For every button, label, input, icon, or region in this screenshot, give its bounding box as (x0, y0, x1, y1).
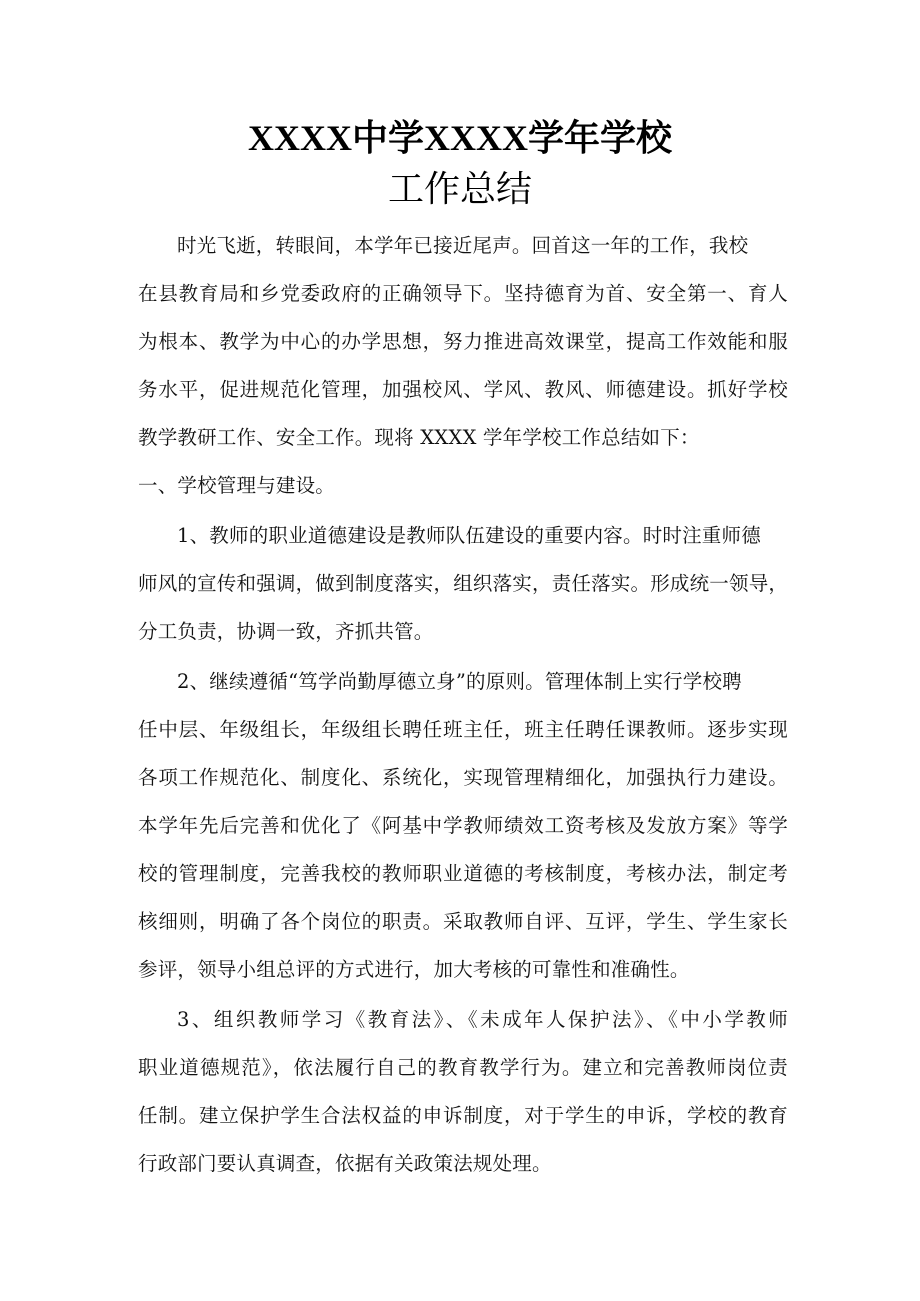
paragraph-intro (138, 222, 788, 462)
text-line: 1、教师的职业道德建设是教师队伍建设的重要内容。时时注重师德 (177, 524, 761, 547)
text-line: 2、继续遵循“笃学尚勤厚德立身”的原则。管理体制上实行学校聘 (177, 670, 742, 693)
text-line: 行政部门要认真调查，依据有关政策法规处理。 (138, 1152, 552, 1175)
text-line: 3、组织教师学习《教育法》、《未成年人保护法》、《中小学教师 (177, 1008, 788, 1031)
text-line: 任中层、年级组长，年级组长聘任班主任，班主任聘任课教师。逐步实现 (138, 718, 788, 741)
document-title-line-1 (0, 114, 920, 163)
text-line: 为根本、教学为中心的办学思想，努力推进高效课堂，提高工作效能和服 (138, 330, 788, 353)
title-text-school-year: 学年学校 (528, 118, 673, 159)
section-heading (138, 462, 788, 510)
text-line: 任制。建立保护学生合法权益的申诉制度，对于学生的申诉，学校的教育 (138, 1104, 788, 1127)
text-line: 校的管理制度，完善我校的教师职业道德的考核制度，考核办法，制定考 (138, 862, 788, 885)
text-line: 本学年先后完善和优化了《阿基中学教师绩效工资考核及发放方案》等学 (138, 814, 788, 837)
title-placeholder-year: XXXX (424, 118, 528, 158)
text-line: 师风的宣传和强调，做到制度落实，组织落实，责任落实。形成统一领导， (138, 572, 789, 595)
document-body (138, 222, 788, 1188)
text-line: 参评，领导小组总评的方式进行，加大考核的可靠性和准确性。 (138, 958, 690, 981)
text-line: 时光飞逝，转眼间，本学年已接近尾声。回首这一年的工作，我校 (177, 234, 749, 257)
text-line: 一、学校管理与建设。 (138, 474, 336, 497)
text-line: 务水平，促进规范化管理，加强校风、学风、教风、师德建设。抓好学校 (138, 378, 788, 401)
paragraph-item-1 (138, 512, 788, 656)
text-line: 各项工作规范化、制度化、系统化，实现管理精细化，加强执行力建设。 (138, 766, 788, 789)
title-placeholder-school: XXXX (247, 118, 352, 158)
paragraph-item-3 (138, 996, 788, 1188)
title-text-school-type: 中学 (351, 118, 424, 159)
text-line: 分工负责，协调一致，齐抓共管。 (138, 620, 434, 643)
text-line: 教学教研工作、安全工作。现将 XXXX 学年学校工作总结如下： (138, 426, 700, 449)
document-title-line-2: 工作总结 (387, 169, 532, 210)
text-line: 核细则，明确了各个岗位的职责。采取教师自评、互评，学生、学生家长 (138, 910, 788, 933)
paragraph-item-2 (138, 658, 788, 994)
text-line: 在县教育局和乡党委政府的正确领导下。坚持德育为首、安全第一、育人 (138, 282, 788, 305)
text-line: 职业道德规范》，依法履行自己的教育教学行为。建立和完善教师岗位责 (138, 1056, 788, 1079)
